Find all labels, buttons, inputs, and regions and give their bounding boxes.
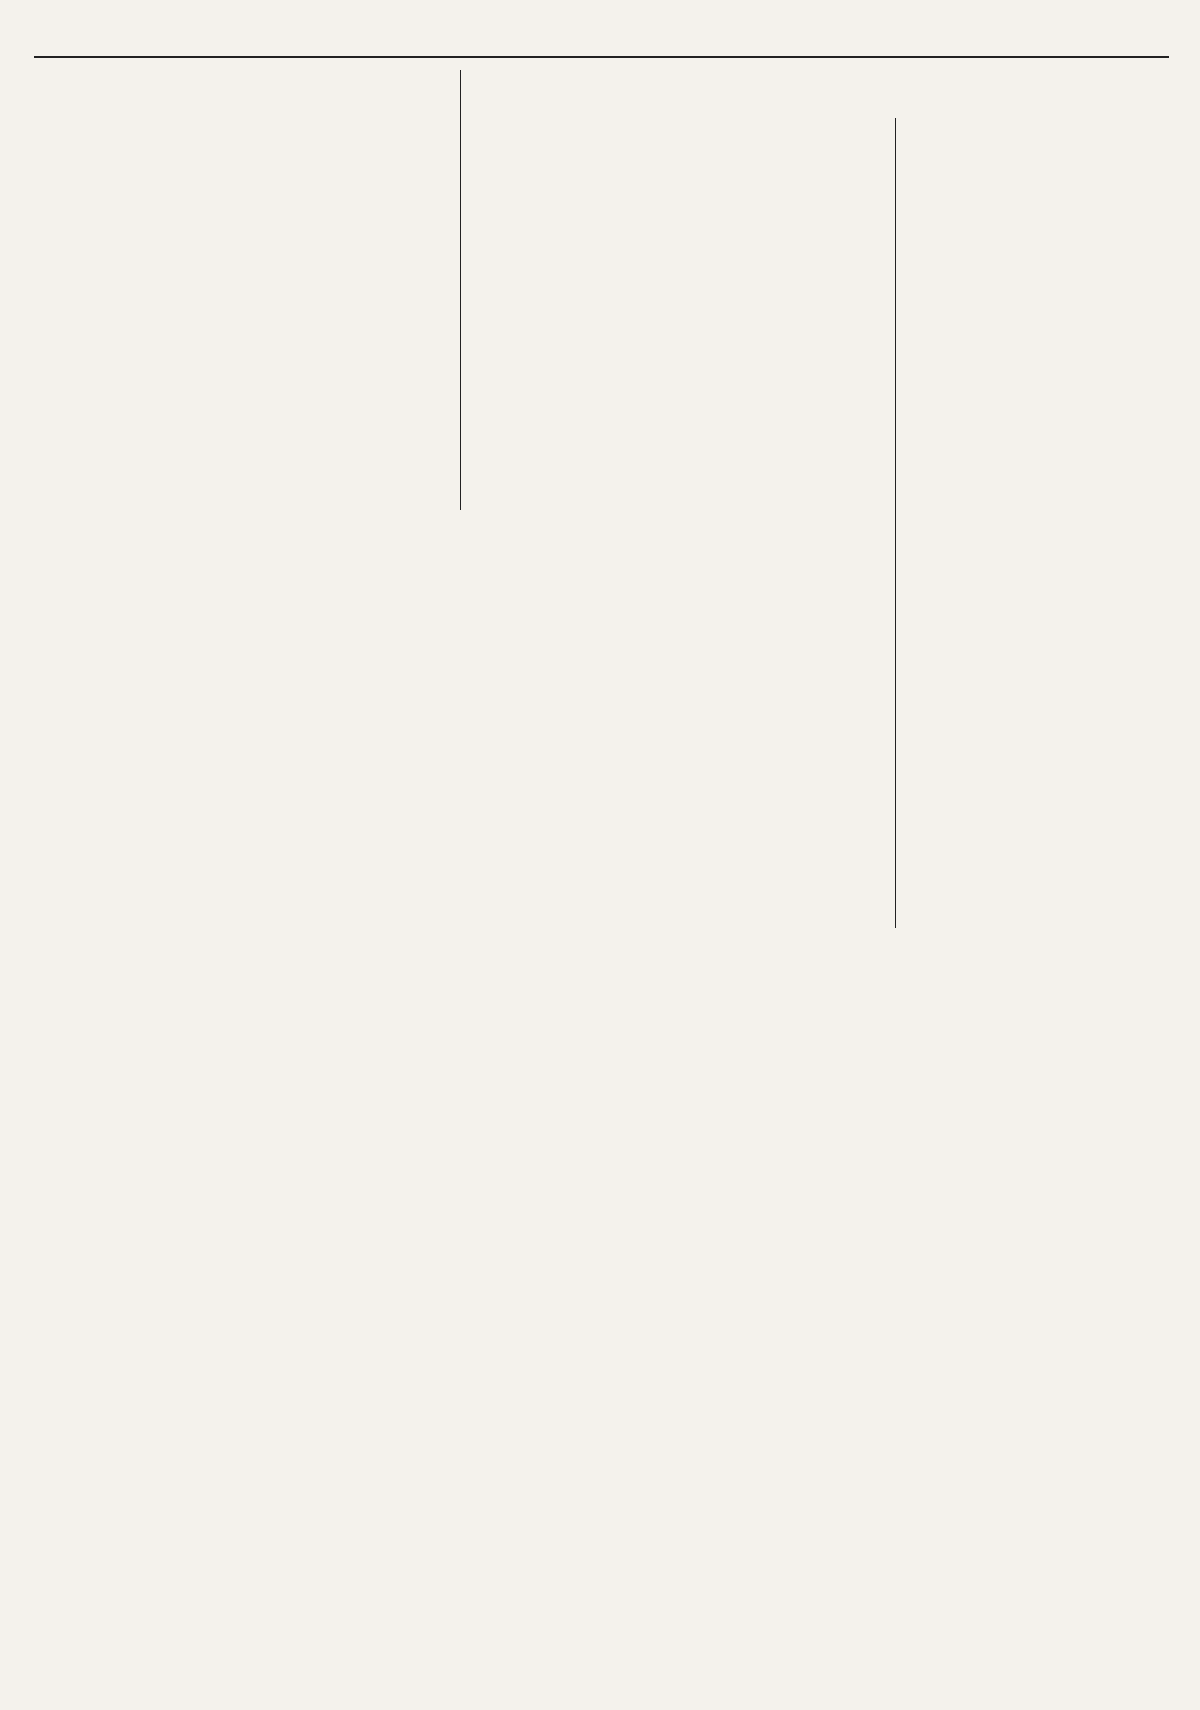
page-header: [34, 34, 1169, 58]
column-rule: [460, 70, 461, 510]
column-rule: [895, 118, 896, 928]
